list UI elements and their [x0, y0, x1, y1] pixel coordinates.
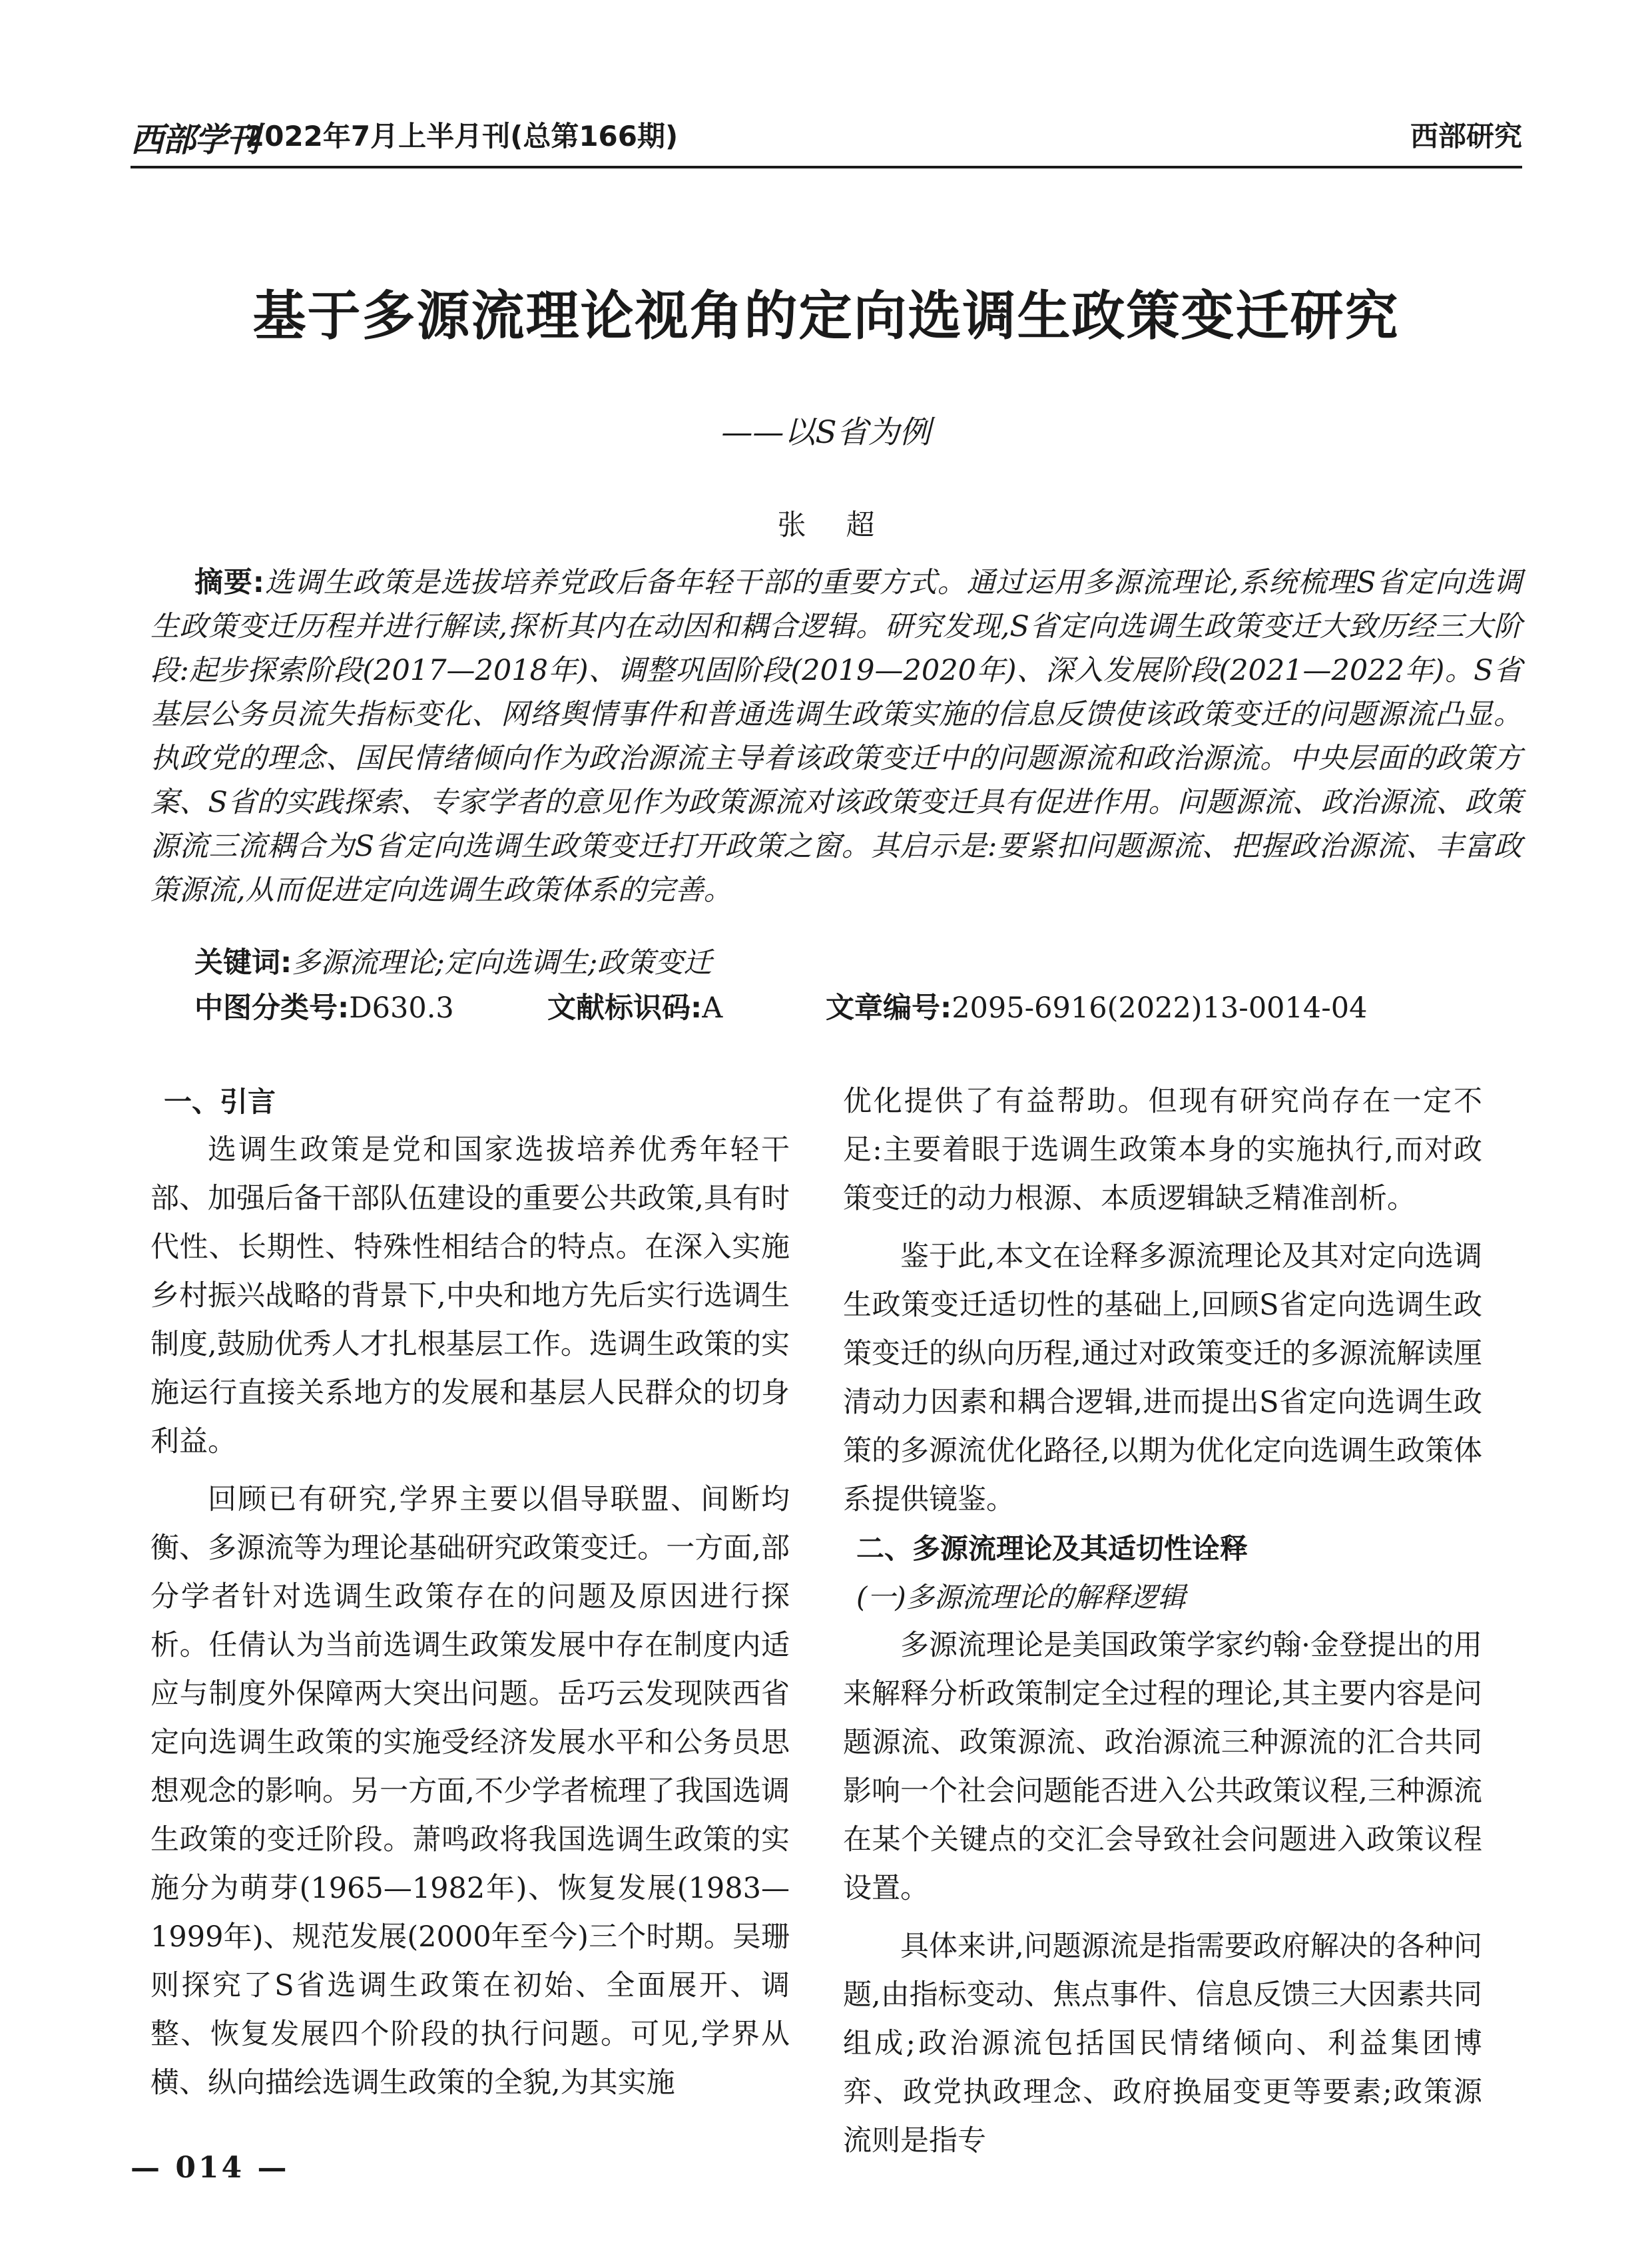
abstract-text: 选调生政策是选拔培养党政后备年轻干部的重要方式。通过运用多源流理论,系统梳理S省定向选调生政策变迁历程并进行解读,探析其内在动因和耦合逻辑。研究发现,S省定向选调生政策变迁大致历经三大阶段:起步探索阶段(2017—2018年)、调整巩固阶段(2019—2020年)、深入发展阶段(2021—2022年)。S省基层公务员流失指标变化、网络舆情事件和普通选调生政策实施的信息反馈使该政策变迁的问题源流凸显。执政党的理念、国民情绪倾向作为政治源流主导着该政策变迁中的问题源流和政治源流。中央层面的政策方案、S省的实践探索、专家学者的意见作为政策源流对该政策变迁具有促进作用。问题源流、政治源流、政策源流三流耦合为S省定向选调生政策变迁打开政策之窗。其启示是:要紧扣问题源流、把握政治源流、丰富政策源流,从而促进定向选调生政策体系的完善。 — [150, 566, 1522, 907]
paragraph: 回顾已有研究,学界主要以倡导联盟、间断均衡、多源流等为理论基础研究政策变迁。一方面,部分学者针对选调生政策存在的问题及原因进行探析。任倩认为当前选调生政策发展中存在制度内适应与制度外保障两大突出问题。岳巧云发现陕西省定向选调生政策的实施受经济发展水平和公务员思想观念的影响。另一方面,不少学者梳理了我国选调生政策的变迁阶段。萧鸣政将我国选调生政策的实施分为萌芽(1965—1982年)、恢复发展(1983—1999年)、规范发展(2000年至今)三个时期。吴珊则探究了S省选调生政策在初始、全面展开、调整、恢复发展四个阶段的执行问题。可见,学界从横、纵向描绘选调生政策的全貌,为其实施 — [150, 1483, 790, 2100]
paragraph: 选调生政策是党和国家选拔培养优秀年轻干部、加强后备干部队伍建设的重要公共政策,具有时代性、长期性、特殊性相结合的特点。在深入实施乡村振兴战略的背景下,中央和地方先后实行选调生制度,鼓励优秀人才扎根基层工作。选调生政策的实施运行直接关系地方的发展和基层人民群众的切身利益。 — [150, 1133, 790, 1458]
abstract-label: 摘要: — [194, 566, 265, 599]
clc-label: 中图分类号: — [194, 991, 350, 1025]
article-number-value: 2095-6916(2022)13-0014-04 — [952, 991, 1368, 1025]
paragraph-continued: 优化提供了有益帮助。但现有研究尚存在一定不足:主要着眼于选调生政策本身的实施执行,而对政策变迁的动力根源、本质逻辑缺乏精准剖析。 — [843, 1085, 1482, 1215]
article-number — [826, 985, 1368, 1026]
paragraph: 鉴于此,本文在诠释多源流理论及其对定向选调生政策变迁适切性的基础上,回顾S省定向选调生政策变迁的纵向历程,通过对政策变迁的多源流解读厘清动力因素和耦合逻辑,进而提出S省定向选调生政策的多源流优化路径,以期为优化定向选调生政策体系提供镜鉴。 — [843, 1240, 1482, 1516]
article-number-label: 文章编号: — [826, 991, 952, 1025]
page-number: — 014 — — [131, 2151, 290, 2185]
section-name: 西部研究 — [1410, 120, 1522, 152]
author-name: 张超 — [777, 509, 915, 542]
body-column-right — [843, 1077, 1482, 2165]
article-title: 基于多源流理论视角的定向选调生政策变迁研究 — [252, 284, 1400, 347]
document-code — [547, 985, 722, 1026]
clc-number — [194, 985, 454, 1026]
abstract — [150, 561, 1522, 912]
body-column-left — [150, 1077, 790, 2107]
doc-code-label: 文献标识码: — [547, 991, 702, 1025]
journal-logo: 西部学刊 — [131, 120, 258, 159]
paragraph: 具体来讲,问题源流是指需要政府解决的各种问题,由指标变动、焦点事件、信息反馈三大因素共同组成;政治源流包括国民情绪倾向、利益集团博弈、政党执政理念、政府换届变更等要素;政策源流则是指专 — [843, 1930, 1482, 2157]
clc-value: D630.3 — [349, 991, 454, 1025]
doc-code-value: A — [702, 991, 723, 1025]
issue-info: 2022年7月上半月刊(总第166期) — [245, 120, 679, 152]
keywords — [194, 940, 712, 981]
section-heading-introduction: 一、引言 — [164, 1085, 276, 1118]
keywords-label: 关键词: — [194, 946, 292, 980]
section-heading-theory: 二、多源流理论及其适切性诠释 — [856, 1532, 1248, 1565]
running-header — [131, 113, 1522, 160]
keywords-value: 多源流理论;定向选调生;政策变迁 — [292, 946, 712, 980]
paragraph: 多源流理论是美国政策学家约翰·金登提出的用来解释分析政策制定全过程的理论,其主要内容是问题源流、政策源流、政治源流三种源流的汇合共同影响一个社会问题能否进入公共政策议程,三种源流在某个关键点的交汇会导致社会问题进入政策议程设置。 — [843, 1629, 1482, 1905]
subsection-heading: (一)多源流理论的解释逻辑 — [856, 1581, 1186, 1613]
article-subtitle: ——以S省为例 — [721, 414, 931, 451]
header-divider — [131, 166, 1522, 168]
